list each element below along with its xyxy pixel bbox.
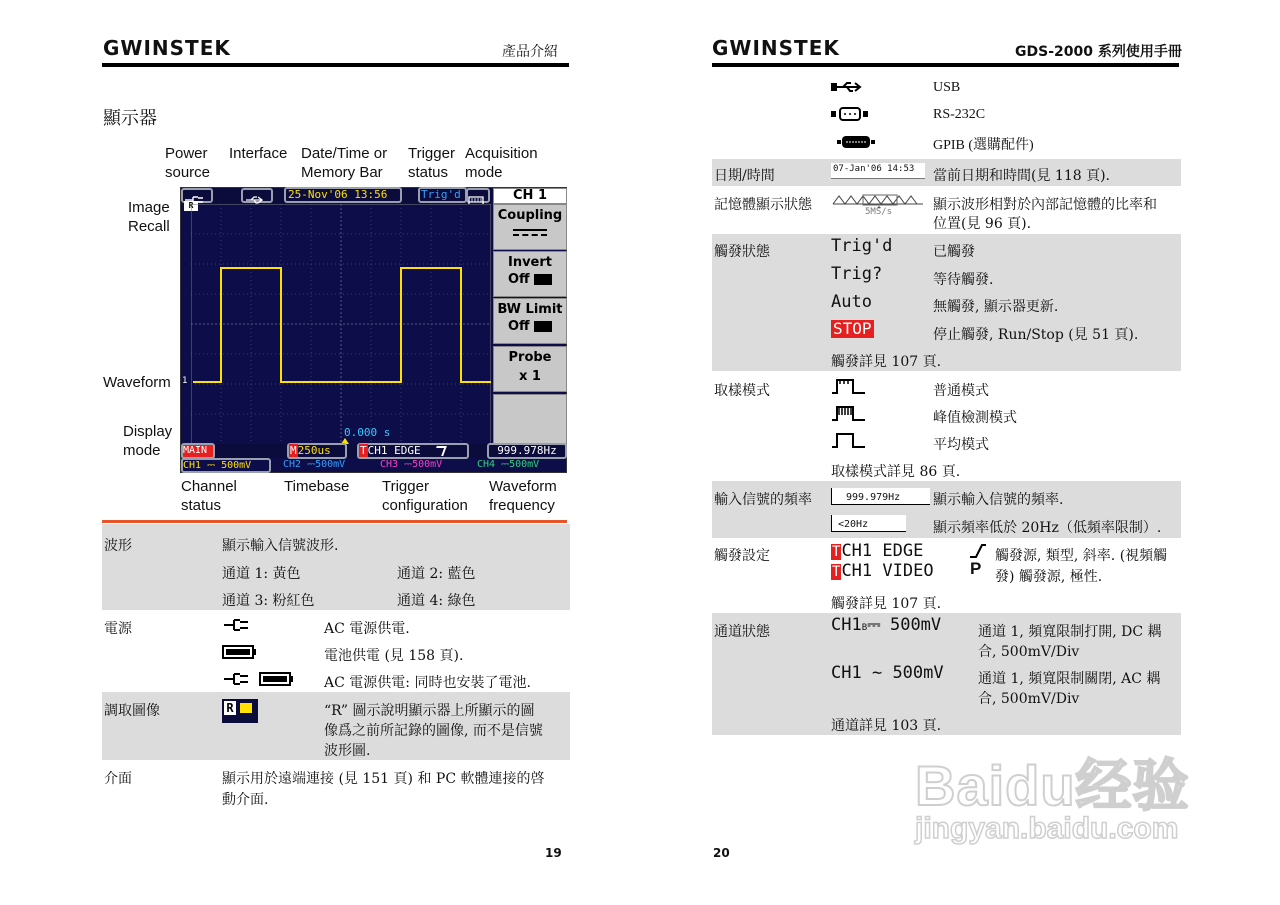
brand-logo-right: GWINSTEK	[712, 36, 840, 60]
display-mode-main: MAIN	[181, 443, 215, 459]
callout-trigger-status: Trigger status	[408, 145, 455, 181]
rs232-label: RS-232C	[933, 107, 986, 122]
rs232-icon	[830, 106, 872, 122]
memory-sample-rate: 5MS/s	[865, 207, 893, 217]
row-power-label: 電源	[104, 621, 132, 637]
row-chstat-label: 通道狀態	[714, 624, 770, 640]
acq-avg-desc: 平均模式	[933, 437, 989, 453]
datetime-icon: 07-Jan'06 14:53	[831, 163, 925, 179]
chstat-icon-ac: CH1 ∼ 500mV	[831, 663, 944, 683]
callout-datetime: Date/Time or Memory Bar	[301, 145, 388, 181]
datetime-display: 25-Nov'06 13:56	[284, 187, 402, 203]
softkey-invert-label: Invert	[507, 255, 552, 270]
menu-title: CH 1	[493, 188, 567, 204]
acquisition-average-icon	[831, 431, 867, 449]
image-recall-badge: R	[184, 201, 198, 211]
trigger-config-display: TCH1 EDGE	[357, 443, 469, 459]
graticule-waveform	[191, 204, 491, 447]
row-power-ac: AC 電源供電.	[324, 621, 410, 637]
gpib-label: GPIB (選購配件)	[933, 138, 1034, 153]
auto-desc: 無觸發, 顯示器更新.	[933, 299, 1059, 315]
row-waveform-label: 波形	[104, 538, 132, 554]
softkey-coupling-label: Coupling	[497, 208, 563, 223]
softkey-probe-label: Probe	[508, 350, 552, 365]
gpib-icon	[836, 134, 876, 150]
oscilloscope-screen	[180, 187, 567, 473]
trigset-desc-2: 發) 觸發源, 極性.	[995, 569, 1103, 585]
battery-icon	[222, 644, 258, 660]
row-power-both: AC 電源供電: 同時也安裝了電池.	[324, 675, 531, 691]
row-trigger-label: 觸發狀態	[714, 244, 770, 260]
row-recall-desc-1: “R” 圖示說明顯示器上所顯示的圖	[324, 703, 535, 719]
row-waveform-ch1: 通道 1: 黃色	[222, 566, 301, 582]
channel-status-ch4: CH4 ⎓500mV	[477, 459, 540, 470]
row-waveform-ch2: 通道 2: 藍色	[397, 566, 476, 582]
usb-label: USB	[933, 80, 961, 95]
callout-waveform: Waveform	[103, 374, 171, 391]
callout-display-mode: Display mode	[123, 423, 173, 459]
callout-image-recall: Image Recall	[128, 199, 170, 235]
acquisition-mode-highlight	[466, 188, 490, 203]
trigq-desc: 等待觸發.	[933, 272, 994, 288]
row-waveform-ch4: 通道 4: 綠色	[397, 593, 476, 609]
invert-value: Off	[507, 272, 530, 287]
row-trigset-label: 觸發設定	[714, 548, 770, 564]
ac-plug-icon	[222, 617, 256, 633]
callout-waveform-frequency: Waveform frequency	[489, 478, 557, 514]
channel-status-ch2: CH2 ⎓500mV	[283, 459, 346, 470]
watermark-baidu: Baidu经验	[915, 754, 1190, 817]
dc-coupling-icon	[513, 229, 547, 231]
row-recall-desc-2: 像爲之前所記錄的圖像, 而不是信號	[324, 723, 543, 739]
row-acq-label: 取樣模式	[714, 383, 770, 399]
trigger-note: 觸發詳見 107 頁.	[831, 354, 942, 370]
section-title: 顯示器	[103, 108, 157, 129]
trigq-icon: Trig?	[831, 264, 883, 284]
trigger-status-display: Trig'd	[418, 187, 467, 203]
row-waveform-ch3: 通道 3: 粉紅色	[222, 593, 315, 609]
header-title-right: GDS-2000 系列使用手冊	[1015, 44, 1182, 60]
recall-icon: R	[222, 699, 258, 723]
row-interface-desc-1: 顯示用於遠端連接 (見 151 頁) 和 PC 軟體連接的啓	[222, 771, 545, 787]
chstat-desc-1b: 合, 500mV/Div	[978, 644, 1080, 660]
row-memory-desc-2: 位置(見 96 頁).	[933, 216, 1032, 232]
toggle-off-icon	[534, 321, 552, 332]
row-waveform-desc: 顯示輸入信號波形.	[222, 538, 339, 554]
stop-desc: 停止觸發, Run/Stop (見 51 頁).	[933, 327, 1139, 343]
callout-timebase: Timebase	[284, 478, 350, 495]
acq-note: 取樣模式詳見 86 頁.	[831, 464, 961, 480]
trigset-video-icon: TCH1 VIDEO	[832, 561, 934, 581]
row-interface-label: 介面	[104, 771, 132, 787]
freq-desc-2: 顯示頻率低於 20Hz（低頻率限制）.	[933, 520, 1162, 536]
bw-limit-value: Off	[507, 319, 530, 334]
watermark-url: jingyan.baidu.com	[915, 812, 1179, 845]
trigd-icon: Trig'd	[831, 236, 893, 256]
row-memory-desc-1: 顯示波形相對於內部記憶體的比率和	[933, 197, 1157, 213]
interface-highlight	[241, 188, 273, 203]
page-number-left: 19	[545, 846, 562, 860]
header-title-left: 產品介紹	[502, 44, 558, 60]
memory-bar-icon	[831, 192, 925, 222]
video-polarity-icon: P	[970, 559, 982, 578]
stop-icon: STOP	[833, 319, 872, 338]
channel-status-ch3: CH3 ⎓500mV	[380, 459, 443, 470]
row-power-battery: 電池供電 (見 158 頁).	[324, 648, 464, 664]
ch1-marker: 1	[182, 376, 188, 386]
callout-acquisition-mode: Acquisition mode	[465, 145, 538, 181]
chstat-note: 通道詳見 103 頁.	[831, 718, 942, 734]
waveform-ch1-trace	[193, 268, 491, 382]
chstat-icon-dc: CH1B⎓ 500mV	[831, 615, 942, 635]
acq-peak-desc: 峰值檢測模式	[933, 410, 1017, 426]
callout-trigger-config: Trigger configuration	[382, 478, 468, 514]
acquisition-peak-icon	[831, 404, 867, 422]
trigset-desc-1: 觸發源, 類型, 斜率. (視頻觸	[995, 548, 1168, 564]
freq-icon-2: <20Hz	[831, 515, 906, 532]
table-top-rule	[102, 520, 567, 523]
callout-interface: Interface	[229, 145, 288, 162]
softkey-empty[interactable]	[493, 394, 567, 446]
header-rule-left	[102, 63, 569, 67]
softkey-bw-limit-label: BW Limit	[497, 302, 563, 317]
page-number-right: 20	[713, 846, 730, 860]
brand-logo-left: GWINSTEK	[103, 36, 231, 60]
ac-plus-battery-icon	[222, 671, 302, 687]
rising-slope-icon	[968, 543, 988, 559]
probe-value: x 1	[519, 369, 541, 384]
trigd-desc: 已觸發	[933, 244, 975, 260]
softkey-coupling[interactable]	[493, 204, 567, 250]
softkey-invert[interactable]	[493, 251, 567, 297]
channel-status-ch1: CH1 ⎓ 500mV	[181, 458, 271, 473]
usb-icon	[830, 80, 866, 94]
chstat-desc-2b: 合, 500mV/Div	[978, 691, 1080, 707]
toggle-off-icon	[534, 274, 552, 285]
row-datetime-desc: 當前日期和時間(見 118 頁).	[933, 168, 1110, 184]
auto-icon: Auto	[831, 292, 872, 312]
row-freq-label: 輸入信號的頻率	[714, 492, 812, 508]
softkey-bw-limit[interactable]	[493, 298, 567, 344]
softkey-probe[interactable]	[493, 346, 567, 392]
row-memory-label: 記憶體顯示狀態	[714, 197, 812, 213]
row-recall-desc-3: 波形圖.	[324, 743, 371, 759]
timebase-display: M250us	[287, 443, 347, 459]
chstat-desc-1a: 通道 1, 頻寬限制打開, DC 耦	[978, 624, 1162, 640]
trigset-edge-icon: TCH1 EDGE	[832, 541, 924, 561]
callout-channel-status: Channel status	[181, 478, 237, 514]
time-offset: 0.000 s	[344, 426, 391, 439]
row-recall-label: 調取圖像	[104, 703, 160, 719]
callout-power-source: Power source	[165, 145, 211, 181]
row-interface-desc-2: 動介面.	[222, 792, 269, 808]
freq-desc-1: 顯示輸入信號的頻率.	[933, 492, 1064, 508]
frequency-display: 999.978Hz	[487, 443, 567, 459]
rising-slope-icon	[433, 446, 447, 456]
acq-normal-desc: 普通模式	[933, 383, 989, 399]
trigset-note: 觸發詳見 107 頁.	[831, 596, 942, 612]
acquisition-normal-icon	[831, 377, 867, 395]
chstat-desc-2a: 通道 1, 頻寬限制關閉, AC 耦	[978, 671, 1161, 687]
freq-icon-1: 999.979Hz	[831, 488, 930, 505]
header-rule-right	[712, 63, 1179, 67]
row-datetime-label: 日期/時間	[714, 168, 775, 184]
